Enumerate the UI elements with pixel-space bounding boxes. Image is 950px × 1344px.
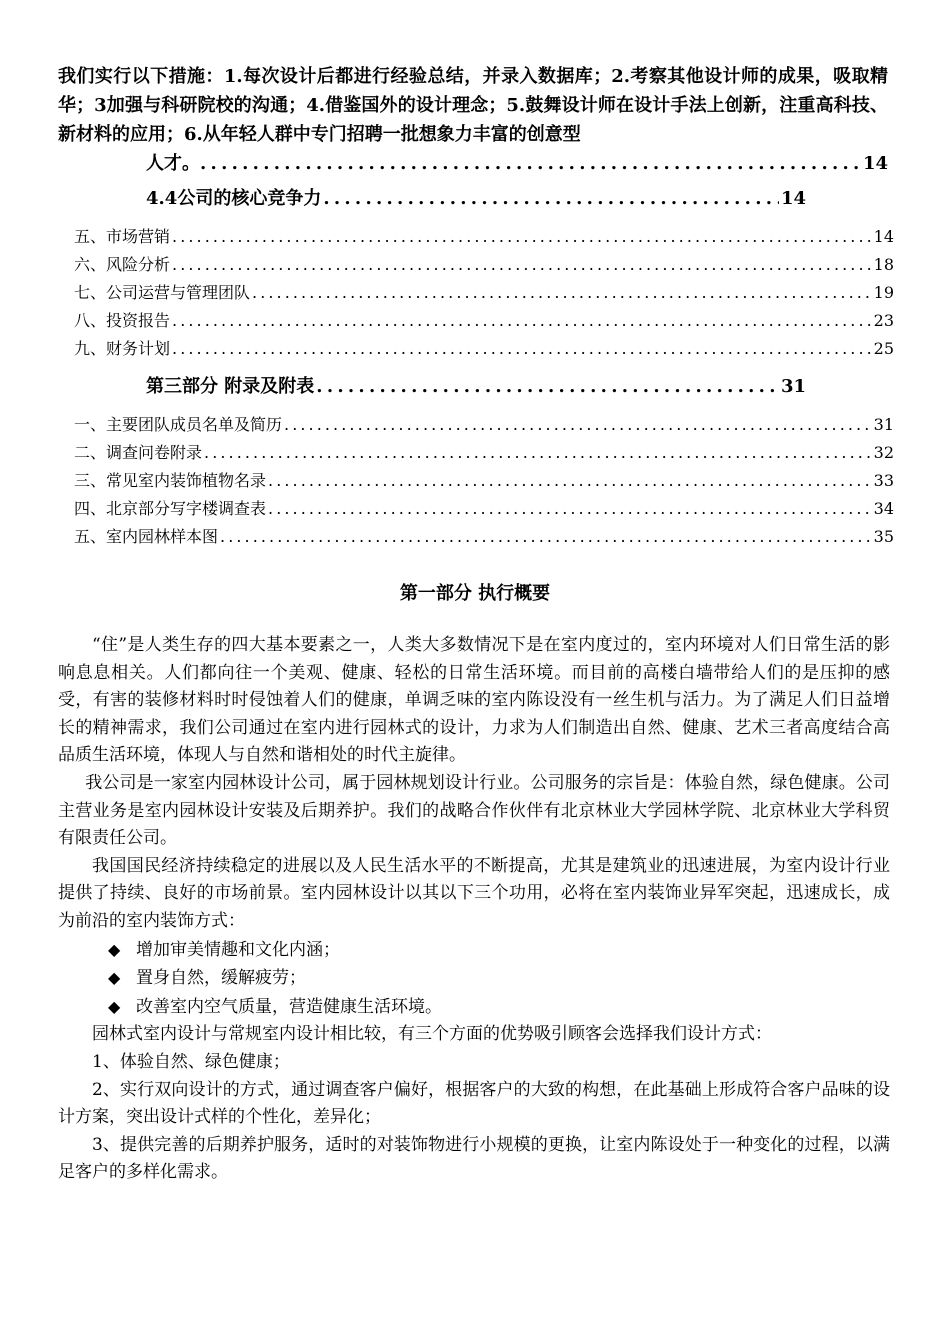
numbered-item: 3、提供完善的后期养护服务，适时的对装饰物进行小规模的更换，让室内陈设处于一种变化的过程，以满足客户的多样化需求。 bbox=[58, 1134, 890, 1183]
toc-entry-label: 四、北京部分写字楼调查表 bbox=[74, 499, 267, 518]
toc-page-number: 14 bbox=[780, 188, 806, 209]
toc-entry[interactable] bbox=[74, 498, 894, 520]
toc-leader-dots bbox=[268, 470, 872, 492]
toc-entry[interactable] bbox=[74, 282, 894, 304]
toc-entry[interactable] bbox=[74, 254, 894, 276]
paragraph: 园林式室内设计与常规室内设计相比较，有三个方面的优势吸引顾客会选择我们设计方式： bbox=[92, 1024, 772, 1045]
paragraph: 我公司是一家室内园林设计公司，属于园林规划设计行业。公司服务的宗旨是：体验自然，绿色健康。公司主营业务是室内园林设计安装及后期养护。我们的战略合作伙伴有北京林业大学园林学院、北京林业大学科贸有限责任公司。 bbox=[58, 772, 890, 849]
toc-page-number: 25 bbox=[873, 339, 894, 358]
bullet-item bbox=[58, 993, 890, 1022]
toc-leader-dots bbox=[316, 374, 779, 400]
toc-entry-measures[interactable] bbox=[58, 62, 888, 178]
toc-entry[interactable] bbox=[74, 442, 894, 464]
toc-entry[interactable] bbox=[74, 338, 894, 360]
toc-entry-label: 一、主要团队成员名单及简历 bbox=[74, 415, 283, 434]
toc-page-number: 35 bbox=[873, 527, 894, 546]
toc-entry[interactable] bbox=[74, 526, 894, 548]
toc-page-number: 32 bbox=[873, 443, 894, 462]
bullet-item bbox=[58, 936, 890, 965]
toc-entry-label: 八、投资报告 bbox=[74, 311, 171, 330]
toc-page-number: 31 bbox=[780, 376, 806, 397]
bullet-item bbox=[58, 964, 890, 993]
toc-entry-label: 4.4公司的核心竞争力 bbox=[146, 188, 322, 209]
toc-entry-measures-last: 人才。 bbox=[146, 153, 200, 174]
numbered-item: 1、体验自然、绿色健康； bbox=[92, 1051, 290, 1072]
toc-leader-dots bbox=[284, 414, 872, 436]
paragraph: 我国国民经济持续稳定的进展以及人民生活水平的不断提高，尤其是建筑业的迅速进展，为室内设计行业提供了持续、良好的市场前景。室内园林设计以其以下三个功用，必将在室内装饰业异军突起，迅速成长，成为前沿的室内装饰方式： bbox=[58, 855, 890, 931]
toc-page-number: 14 bbox=[873, 227, 894, 246]
toc-leader-dots bbox=[204, 442, 872, 464]
toc-entry[interactable] bbox=[74, 414, 894, 436]
toc-page-number: 18 bbox=[873, 255, 894, 274]
toc-entry-part3[interactable] bbox=[146, 374, 806, 400]
section-title: 第一部分 执行概要 bbox=[399, 583, 551, 604]
toc-entry-label: 三、常见室内装饰植物名录 bbox=[74, 471, 267, 490]
toc-entry[interactable] bbox=[74, 470, 894, 492]
toc-entry-label: 五、室内园林样本图 bbox=[74, 527, 219, 546]
toc-entry-core[interactable] bbox=[146, 186, 806, 212]
toc-entry-measures-text: 我们实行以下措施：1.每次设计后都进行经验总结，并录入数据库；2.考察其他设计师的成果，吸取精华；3加强与科研院校的沟通；4.借鉴国外的设计理念；5.鼓舞设计师在设计手法上创新，注重高科技、新材料的应用；6.从年轻人群中专门招聘一批想象力丰富的创意型 bbox=[58, 66, 888, 145]
diamond-bullet-icon: ◆ bbox=[108, 996, 121, 1016]
bullet-text: 置身自然，缓解疲劳； bbox=[136, 968, 306, 989]
toc-leader-dots bbox=[323, 186, 779, 212]
numbered-item: 2、实行双向设计的方式，通过调查客户偏好，根据客户的大致的构想，在此基础上形成符合客户品味的设计方案，突出设计式样的个性化，差异化； bbox=[58, 1079, 890, 1128]
toc-leader-dots bbox=[172, 226, 872, 248]
diamond-bullet-icon: ◆ bbox=[108, 939, 121, 959]
toc-page-number: 34 bbox=[873, 499, 894, 518]
toc-entry[interactable] bbox=[74, 226, 894, 248]
toc-leader-dots bbox=[252, 282, 872, 304]
body-text bbox=[58, 632, 890, 1187]
toc-leader-dots bbox=[220, 526, 872, 548]
toc-page-number: 33 bbox=[873, 471, 894, 490]
bullet-text: 改善室内空气质量，营造健康生活环境。 bbox=[136, 996, 442, 1017]
toc-entry-label: 第三部分 附录及附表 bbox=[146, 376, 315, 397]
toc-entry-label: 九、财务计划 bbox=[74, 339, 171, 358]
toc-entry-label: 五、市场营销 bbox=[74, 227, 171, 246]
bullet-text: 增加审美情趣和文化内涵； bbox=[136, 939, 340, 960]
toc-entry-label: 二、调查问卷附录 bbox=[74, 443, 203, 462]
toc-entry-label: 六、风险分析 bbox=[74, 255, 171, 274]
toc-leader-dots bbox=[172, 254, 872, 276]
diamond-bullet-icon: ◆ bbox=[108, 968, 121, 988]
toc-leader-dots bbox=[268, 498, 872, 520]
toc-leader-dots bbox=[172, 310, 872, 332]
toc-page-number: 31 bbox=[873, 415, 894, 434]
toc-entry-label: 七、公司运营与管理团队 bbox=[74, 283, 251, 302]
toc-page-number: 14 bbox=[862, 153, 888, 174]
toc-page-number: 23 bbox=[873, 311, 894, 330]
toc-leader-dots bbox=[200, 149, 863, 178]
toc-leader-dots bbox=[172, 338, 872, 360]
paragraph: “住”是人类生存的四大基本要素之一，人类大多数情况下是在室内度过的，室内环境对人们日常生活的影响息息相关。人们都向往一个美观、健康、轻松的日常生活环境。而目前的高楼白墙带给人们的是压抑的感受，有害的装修材料时时侵蚀着人们的健康，单调乏味的室内陈设没有一丝生机与活力。为了满足人们日益增长的精神需求，我们公司通过在室内进行园林式的设计，力求为人们制造出自然、健康、艺术三者高度结合高品质生活环境，体现人与自然和谐相处的时代主旋律。 bbox=[58, 635, 890, 766]
toc-page-number: 19 bbox=[873, 283, 894, 302]
toc-entry[interactable] bbox=[74, 310, 894, 332]
